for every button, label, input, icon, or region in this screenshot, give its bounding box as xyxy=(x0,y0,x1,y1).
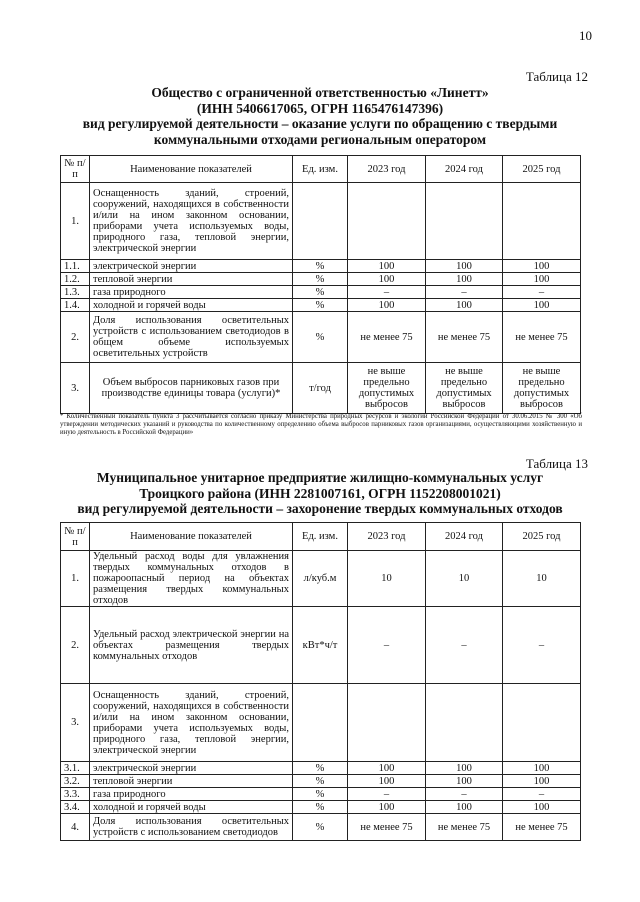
row-num: 1.3. xyxy=(61,286,90,299)
row-2023 xyxy=(348,183,426,260)
row-num: 4. xyxy=(61,814,90,841)
row-unit: т/год xyxy=(293,363,348,414)
row-2025: 100 xyxy=(503,273,581,286)
row-num: 1.2. xyxy=(61,273,90,286)
table-12-org-name: Общество с ограниченной ответственностью «Линетт» xyxy=(151,85,489,100)
row-2024: – xyxy=(426,788,503,801)
row-2023: не менее 75 xyxy=(348,312,426,363)
row-num: 3. xyxy=(61,363,90,414)
header-num: № п/п xyxy=(61,156,90,183)
row-num: 3.4. xyxy=(61,801,90,814)
row-name: тепловой энергии xyxy=(90,273,293,286)
row-num: 1. xyxy=(61,183,90,260)
table-row xyxy=(61,273,581,286)
table-12-activity-line1: вид регулируемой деятельности – оказание услуги по обращению с твердыми xyxy=(82,116,558,131)
table-row xyxy=(61,286,581,299)
row-2024: 100 xyxy=(426,273,503,286)
row-2023: 100 xyxy=(348,273,426,286)
header-2024: 2024 год xyxy=(426,523,503,551)
row-2024: 100 xyxy=(426,762,503,775)
header-unit: Ед. изм. xyxy=(293,156,348,183)
table-13-activity: вид регулируемой деятельности – захоронение твердых коммунальных отходов xyxy=(77,501,563,516)
header-name: Наименование показателей xyxy=(90,523,293,551)
table-row xyxy=(61,775,581,788)
row-2025 xyxy=(503,684,581,762)
row-2023: 100 xyxy=(348,775,426,788)
row-num: 2. xyxy=(61,312,90,363)
table-row xyxy=(61,788,581,801)
header-unit: Ед. изм. xyxy=(293,523,348,551)
row-2023: 100 xyxy=(348,299,426,312)
row-unit: % xyxy=(293,286,348,299)
row-2023: 100 xyxy=(348,260,426,273)
row-unit: % xyxy=(293,273,348,286)
table-row xyxy=(61,814,581,841)
row-2025: 100 xyxy=(503,775,581,788)
table-13-org-line2: Троицкого района (ИНН 2281007161, ОГРН 1152208001021) xyxy=(139,485,501,501)
table-12 xyxy=(60,155,581,414)
table-12-org-ids: (ИНН 5406617065, ОГРН 1165476147396) xyxy=(196,100,444,116)
header-2025: 2025 год xyxy=(503,523,581,551)
row-unit: % xyxy=(293,762,348,775)
row-unit: % xyxy=(293,775,348,788)
row-num: 3. xyxy=(61,684,90,762)
row-unit xyxy=(293,183,348,260)
row-unit xyxy=(293,684,348,762)
row-2025: не выше предельно допустимых выбросов xyxy=(503,363,581,414)
row-2025: – xyxy=(503,286,581,299)
row-unit: % xyxy=(293,801,348,814)
row-num: 3.3. xyxy=(61,788,90,801)
row-name: Доля использования осветительных устройств с использованием светодиодов xyxy=(90,814,293,841)
header-2025: 2025 год xyxy=(503,156,581,183)
row-num: 1. xyxy=(61,551,90,607)
row-name: электрической энергии xyxy=(90,762,293,775)
table-header-row xyxy=(61,156,581,183)
table-12-activity-line2: коммунальными отходами региональным оператором xyxy=(153,131,487,147)
row-2025: 100 xyxy=(503,801,581,814)
table-13-heading xyxy=(60,470,580,517)
table-row xyxy=(61,801,581,814)
row-2024: 10 xyxy=(426,551,503,607)
row-num: 1.4. xyxy=(61,299,90,312)
row-2024: не выше предельно допустимых выбросов xyxy=(426,363,503,414)
row-2024: 100 xyxy=(426,260,503,273)
row-2025: – xyxy=(503,607,581,684)
row-2024: – xyxy=(426,286,503,299)
header-num: № п/п xyxy=(61,523,90,551)
row-unit: л/куб.м xyxy=(293,551,348,607)
row-name: газа природного xyxy=(90,286,293,299)
row-2025: 100 xyxy=(503,299,581,312)
table-row xyxy=(61,363,581,414)
row-2025: не менее 75 xyxy=(503,312,581,363)
row-2024: 100 xyxy=(426,801,503,814)
row-name: Удельный расход воды для увлажнения твердых коммунальных отходов в пожароопасный период на объектах размещения твердых коммунальных отходов xyxy=(90,551,293,607)
row-name: газа природного xyxy=(90,788,293,801)
table-12-footnote: * Количественный показатель пункта 3 рассчитывается согласно приказу Министерства природных ресурсов и экологии Российской Федерации от 30.06.2015 № 300 «Об утверждении методических указаний и руководства по количественному определению объема выбросов парниковых газов организациями, осуществляющими хозяйственную и иную деятельность в Российской Федерации» xyxy=(60,413,582,437)
page-number: 10 xyxy=(579,28,592,43)
row-name: холодной и горячей воды xyxy=(90,299,293,312)
row-unit: кВт*ч/т xyxy=(293,607,348,684)
table-row xyxy=(61,684,581,762)
table-12-heading xyxy=(60,85,580,147)
row-name: Оснащенность зданий, строений, сооружений, находящихся в собственности и/или на ином законном основании, приборами учета используемых воды, природного газа, тепловой энергии, электрической энергии xyxy=(90,183,293,260)
table-12-label: Таблица 12 xyxy=(525,69,588,84)
header-2023: 2023 год xyxy=(348,523,426,551)
row-name: Доля использования осветительных устройств с использованием светодиодов в общем объеме используемых осветительных устройств xyxy=(90,312,293,363)
row-2023: – xyxy=(348,788,426,801)
table-row xyxy=(61,183,581,260)
row-2023: – xyxy=(348,607,426,684)
row-2023: 10 xyxy=(348,551,426,607)
row-num: 3.2. xyxy=(61,775,90,788)
table-row xyxy=(61,762,581,775)
row-2023: – xyxy=(348,286,426,299)
table-13 xyxy=(60,522,581,841)
row-unit: % xyxy=(293,260,348,273)
row-2025: не менее 75 xyxy=(503,814,581,841)
row-2025: 100 xyxy=(503,762,581,775)
row-unit: % xyxy=(293,312,348,363)
row-2024: не менее 75 xyxy=(426,312,503,363)
row-num: 1.1. xyxy=(61,260,90,273)
row-2024: 100 xyxy=(426,299,503,312)
row-2023: не менее 75 xyxy=(348,814,426,841)
table-header-row xyxy=(61,523,581,551)
row-2024: – xyxy=(426,607,503,684)
header-name: Наименование показателей xyxy=(90,156,293,183)
row-name: холодной и горячей воды xyxy=(90,801,293,814)
row-2023: не выше предельно допустимых выбросов xyxy=(348,363,426,414)
row-2023: 100 xyxy=(348,801,426,814)
header-2023: 2023 год xyxy=(348,156,426,183)
table-row xyxy=(61,299,581,312)
row-unit: % xyxy=(293,788,348,801)
row-name: электрической энергии xyxy=(90,260,293,273)
row-2025: 10 xyxy=(503,551,581,607)
table-row xyxy=(61,551,581,607)
row-name: Объем выбросов парниковых газов при производстве единицы товара (услуги)* xyxy=(90,363,293,414)
row-unit: % xyxy=(293,299,348,312)
row-name: тепловой энергии xyxy=(90,775,293,788)
table-row xyxy=(61,260,581,273)
row-name: Удельный расход электрической энергии на объектах размещения твердых коммунальных отходов xyxy=(90,607,293,684)
table-row xyxy=(61,607,581,684)
row-2024: 100 xyxy=(426,775,503,788)
row-unit: % xyxy=(293,814,348,841)
table-13-label: Таблица 13 xyxy=(525,456,588,471)
row-2023: 100 xyxy=(348,762,426,775)
row-num: 3.1. xyxy=(61,762,90,775)
table-row xyxy=(61,312,581,363)
row-name: Оснащенность зданий, строений, сооружений, находящихся в собственности и/или на ином законном основании, приборами учета используемых воды, природного газа, тепловой энергии, электрической энергии xyxy=(90,684,293,762)
table-13-org-line1: Муниципальное унитарное предприятие жилищно-коммунальных услуг xyxy=(96,470,544,485)
header-2024: 2024 год xyxy=(426,156,503,183)
row-2024 xyxy=(426,684,503,762)
row-2023 xyxy=(348,684,426,762)
row-num: 2. xyxy=(61,607,90,684)
row-2024 xyxy=(426,183,503,260)
row-2025: 100 xyxy=(503,260,581,273)
row-2025: – xyxy=(503,788,581,801)
row-2024: не менее 75 xyxy=(426,814,503,841)
row-2025 xyxy=(503,183,581,260)
